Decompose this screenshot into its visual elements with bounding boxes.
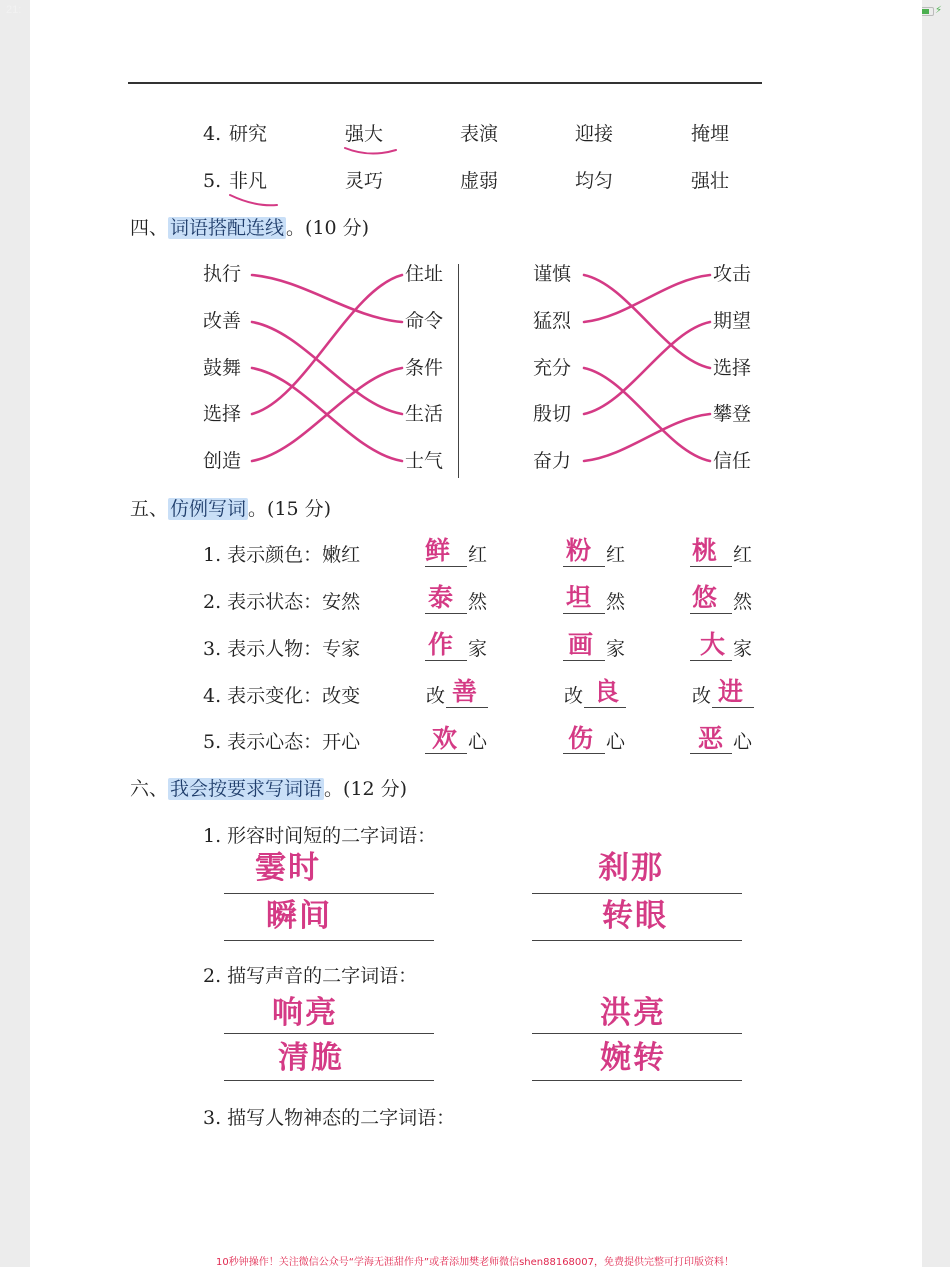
fixed-char: 红: [468, 544, 488, 566]
match-left-word: 选择: [203, 403, 242, 425]
handwritten-answer: 响亮: [272, 995, 338, 1031]
underline-mark: [230, 195, 277, 205]
connector-group-right: [584, 275, 710, 461]
answer-blank[interactable]: [425, 566, 467, 567]
answer-blank[interactable]: [690, 566, 732, 567]
match-left-word: 执行: [203, 263, 242, 285]
question-label: 2. 描写声音的二字词语：: [203, 965, 418, 987]
row-number: 4.: [203, 123, 222, 145]
match-right-word: 选择: [713, 357, 752, 379]
answer-line[interactable]: [532, 893, 742, 894]
handwritten-answer: 作: [428, 630, 454, 659]
answer-line[interactable]: [224, 1033, 434, 1034]
handwritten-answer: 清脆: [278, 1040, 344, 1076]
handwritten-answer: 进: [718, 677, 744, 706]
handwritten-answer: 伤: [568, 724, 594, 753]
answer-blank[interactable]: [563, 566, 605, 567]
handwritten-answer: 欢: [432, 724, 458, 753]
answer-line[interactable]: [224, 893, 434, 894]
row-label: 3. 表示人物：专家: [203, 638, 361, 660]
underline-mark: [345, 148, 396, 154]
word: 强大: [345, 123, 384, 145]
connector-line: [584, 275, 710, 368]
handwritten-answer: 霎时: [255, 850, 321, 886]
answer-blank[interactable]: [712, 707, 754, 708]
match-right-word: 攀登: [713, 403, 752, 425]
match-left-word: 殷切: [533, 403, 572, 425]
match-left-word: 创造: [203, 450, 242, 472]
fixed-char: 然: [606, 591, 626, 613]
handwritten-answer: 婉转: [600, 1040, 666, 1076]
fixed-char: 红: [606, 544, 626, 566]
row-label: 2. 表示状态：安然: [203, 591, 361, 613]
match-left-word: 充分: [533, 357, 572, 379]
match-right-word: 期望: [713, 310, 752, 332]
connector-line: [252, 368, 402, 461]
section-number: 六、: [130, 778, 169, 800]
answer-blank[interactable]: [563, 613, 605, 614]
section-title: 我会按要求写词语: [170, 778, 323, 800]
handwritten-answer: 泰: [428, 583, 454, 612]
handwritten-answer: 良: [594, 677, 620, 706]
match-left-word: 猛烈: [533, 310, 572, 332]
answer-line[interactable]: [224, 940, 434, 941]
answer-blank[interactable]: [690, 613, 732, 614]
connector-line: [252, 275, 402, 322]
handwritten-answer: 桃: [692, 536, 718, 565]
handwritten-answer: 恶: [698, 724, 724, 753]
fixed-char: 改: [692, 685, 712, 707]
match-right-word: 信任: [713, 450, 752, 472]
fixed-char: 然: [468, 591, 488, 613]
footer-promo: 10秒钟操作！关注微信公众号“学海无涯甜作舟”或者添加樊老师微信shen88168007，免费提供完整可打印版资料！: [215, 1257, 735, 1267]
fixed-char: 心: [468, 731, 488, 753]
word: 非凡: [229, 170, 268, 192]
match-right-word: 士气: [405, 450, 444, 472]
answer-blank[interactable]: [690, 753, 732, 754]
fixed-char: 心: [606, 731, 626, 753]
answer-blank[interactable]: [425, 613, 467, 614]
answer-blank[interactable]: [563, 660, 605, 661]
match-left-word: 谨慎: [533, 263, 572, 285]
word: 均匀: [575, 170, 614, 192]
word: 迎接: [575, 123, 614, 145]
word: 虚弱: [460, 170, 499, 192]
section-score: 。(15 分): [248, 498, 332, 520]
row-number: 5.: [203, 170, 222, 192]
fixed-char: 红: [733, 544, 753, 566]
fixed-char: 心: [733, 731, 753, 753]
answer-line[interactable]: [532, 1080, 742, 1081]
row-label: 1. 表示颜色：嫩红: [203, 544, 361, 566]
answer-blank[interactable]: [563, 753, 605, 754]
handwritten-answer: 悠: [692, 583, 718, 612]
section-number: 四、: [130, 217, 169, 239]
fixed-char: 家: [733, 638, 753, 660]
connector-line: [252, 275, 402, 414]
word: 强壮: [691, 170, 730, 192]
section-score: 。(12 分): [324, 778, 408, 800]
answer-blank[interactable]: [425, 753, 467, 754]
connector-group-left: [252, 275, 402, 461]
handwritten-answer: 转眼: [602, 898, 668, 934]
match-right-word: 命令: [405, 310, 444, 332]
handwritten-answer: 粉: [566, 536, 592, 565]
charging-icon: ⚡: [934, 5, 942, 16]
answer-line[interactable]: [532, 940, 742, 941]
handwritten-answer: 鲜: [425, 536, 451, 565]
fixed-char: 改: [426, 685, 446, 707]
match-right-word: 攻击: [713, 263, 752, 285]
section-title: 词语搭配连线: [170, 217, 285, 239]
handwritten-answer: 瞬间: [266, 898, 332, 934]
fixed-char: 然: [733, 591, 753, 613]
match-left-word: 鼓舞: [203, 357, 242, 379]
fixed-char: 家: [468, 638, 488, 660]
question-label: 1. 形容时间短的二字词语：: [203, 825, 437, 847]
handwritten-answer: 善: [452, 677, 478, 706]
match-right-word: 生活: [405, 403, 444, 425]
row-label: 5. 表示心态：开心: [203, 731, 361, 753]
section-score: 。(10 分): [286, 217, 370, 239]
fixed-char: 改: [564, 685, 584, 707]
match-left-word: 奋力: [533, 450, 572, 472]
fixed-char: 家: [606, 638, 626, 660]
connector-line: [584, 368, 710, 461]
section6-heading: [130, 776, 407, 802]
match-right-word: 住址: [405, 263, 444, 285]
word: 表演: [460, 123, 499, 145]
answer-line[interactable]: [224, 1080, 434, 1081]
answer-line[interactable]: [532, 1033, 742, 1034]
section5-heading: [130, 496, 331, 522]
word: 灵巧: [345, 170, 384, 192]
answer-blank[interactable]: [690, 660, 732, 661]
connector-line: [252, 322, 402, 414]
word: 研究: [229, 123, 268, 145]
word: 掩埋: [691, 123, 730, 145]
handwritten-answer: 大: [700, 630, 726, 659]
status-time: 21:: [6, 4, 22, 16]
answer-blank[interactable]: [446, 707, 488, 708]
match-left-word: 改善: [203, 310, 242, 332]
handwritten-answer: 坦: [566, 583, 592, 612]
row-label: 4. 表示变化：改变: [203, 685, 361, 707]
handwritten-answer: 洪亮: [600, 995, 666, 1031]
handwritten-answer: 画: [568, 630, 594, 659]
section-number: 五、: [130, 498, 169, 520]
match-right-word: 条件: [405, 357, 444, 379]
connector-line: [584, 322, 710, 414]
handwritten-answer: 刹那: [598, 850, 664, 886]
answer-blank[interactable]: [425, 660, 467, 661]
question-label: 3. 描写人物神态的二字词语：: [203, 1107, 456, 1129]
answer-blank[interactable]: [584, 707, 626, 708]
section-title: 仿例写词: [170, 498, 247, 520]
